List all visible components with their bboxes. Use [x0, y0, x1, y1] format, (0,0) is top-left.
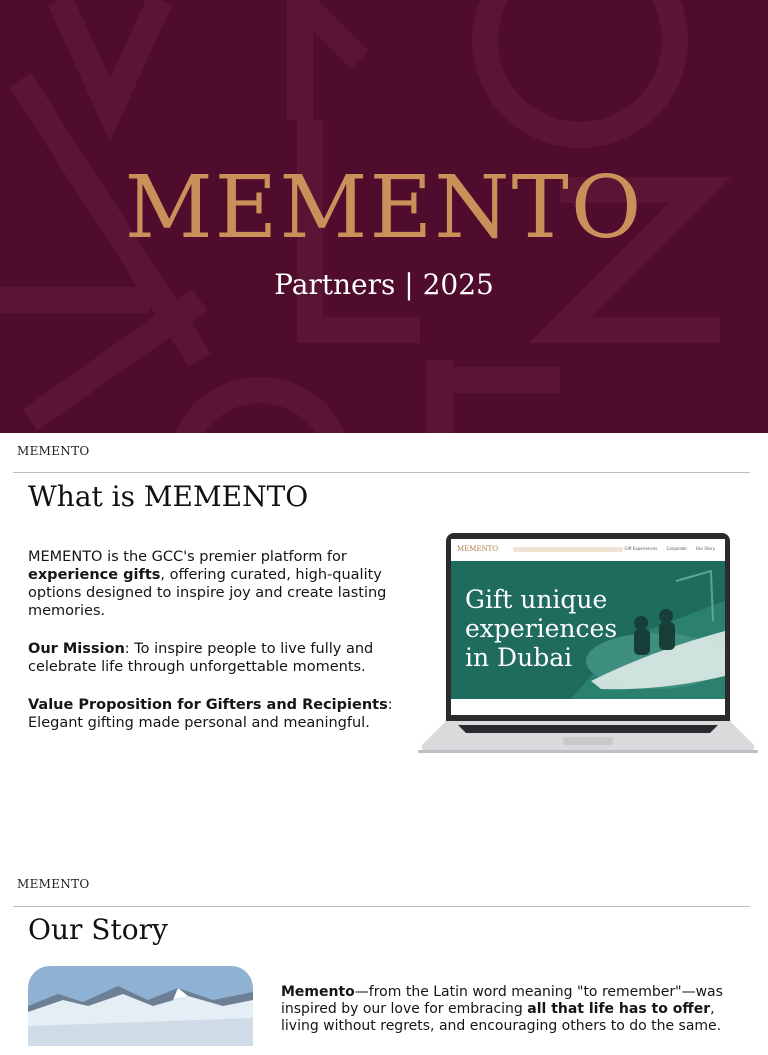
hero-headline: Gift unique experiences in Dubai — [465, 585, 618, 672]
website-screenshot — [451, 539, 725, 715]
value-proposition-label: Value Proposition for Gifters and Recipients — [28, 697, 388, 713]
laptop-keyboard-base — [418, 721, 758, 761]
section-title-our-story: Our Story — [28, 913, 168, 946]
page-header-logo: MEMENTO — [17, 444, 90, 458]
website-logo: MEMENTO — [457, 545, 499, 553]
intro-paragraph: MEMENTO is the GCC's premier platform for experience gifts, offering curated, high-quality options designed to inspire joy and create lasting memories. — [28, 549, 387, 619]
laptop-screen-bezel — [446, 533, 730, 721]
nav-link: Our Story — [695, 546, 715, 551]
header-divider — [13, 472, 750, 473]
intro-text-block — [28, 548, 408, 752]
laptop-mockup — [418, 533, 758, 768]
nav-link: Corporate — [666, 546, 687, 551]
website-search-bar — [513, 547, 623, 552]
mission-paragraph: Our Mission: To inspire people to live fully and celebrate life through unforgettable moments. — [28, 641, 374, 675]
website-nav-links — [616, 546, 715, 551]
cover-subtitle: Partners | 2025 — [274, 268, 494, 301]
website-hero-banner — [451, 561, 725, 699]
website-nav-bar — [451, 539, 725, 561]
mountain-photo — [28, 966, 253, 1046]
cover-page — [0, 0, 768, 433]
story-highlight-life: all that life has to offer — [527, 1001, 711, 1017]
brand-logo — [0, 158, 768, 258]
brand-logo-text: MEMENTO — [124, 158, 644, 258]
page-header-logo: MEMENTO — [17, 877, 90, 891]
nav-link: Gift Experiences — [624, 546, 658, 551]
header-divider — [13, 906, 750, 907]
mountain-landscape-illustration — [28, 966, 253, 1046]
highlight-experience-gifts: experience gifts — [28, 567, 161, 583]
mission-label: Our Mission — [28, 641, 125, 657]
story-paragraph: Memento—from the Latin word meaning "to remember"—was inspired by our love for embracing all that life has to offer, living without regrets, and encouraging others to do the same. — [281, 984, 723, 1034]
value-proposition-paragraph: Value Proposition for Gifters and Recipients: Elegant gifting made personal and meaningful. — [28, 697, 393, 731]
story-text-block — [281, 984, 741, 1055]
story-highlight-memento: Memento — [281, 984, 355, 1000]
section-title-what-is: What is MEMENTO — [28, 480, 309, 513]
